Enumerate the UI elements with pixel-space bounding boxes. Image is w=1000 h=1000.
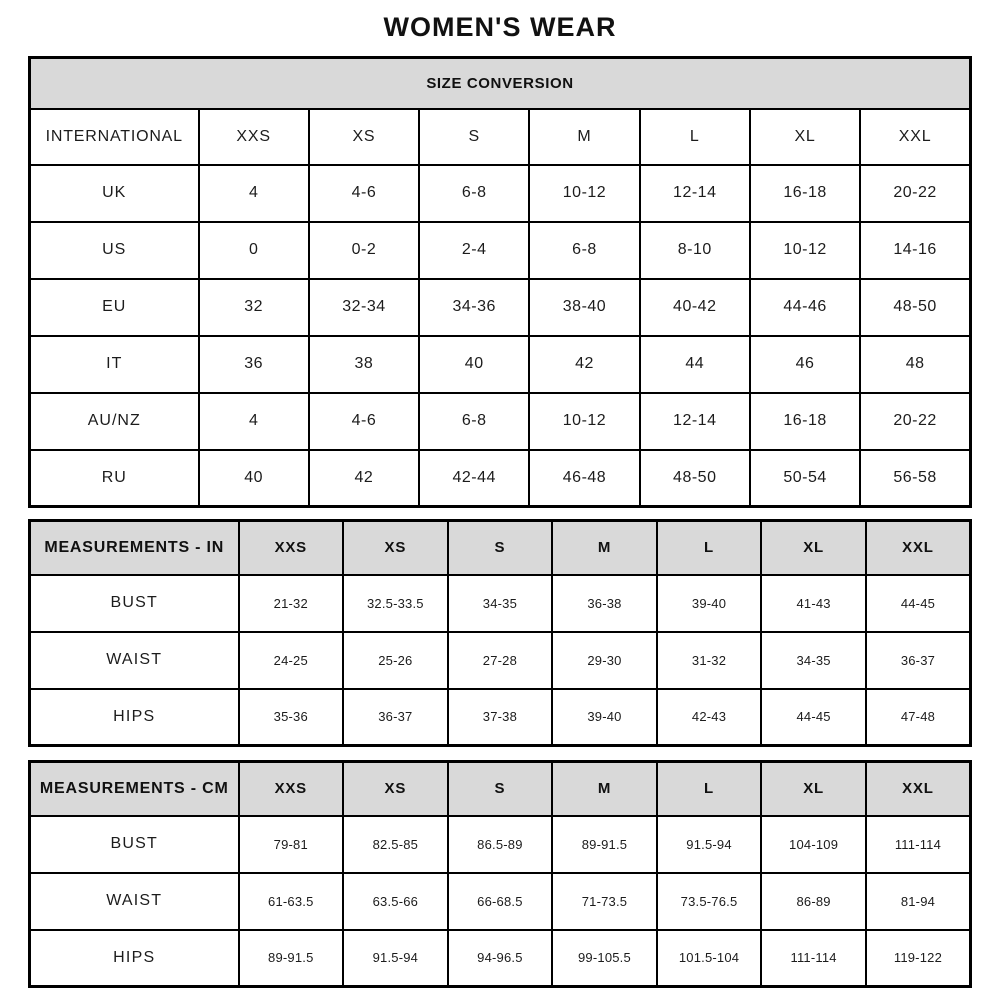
value-cell: 38-40 [529, 279, 639, 336]
row-label: EU [30, 279, 199, 336]
value-cell: 25-26 [343, 632, 448, 689]
row-label: US [30, 222, 199, 279]
value-cell: 12-14 [640, 165, 750, 222]
value-cell: 44-46 [750, 279, 860, 336]
value-cell: 10-12 [529, 393, 639, 450]
value-cell: 20-22 [860, 165, 970, 222]
value-cell: 86-89 [761, 873, 866, 930]
row-label: HIPS [30, 930, 239, 987]
value-cell: 40-42 [640, 279, 750, 336]
size-conversion-banner: SIZE CONVERSION [30, 58, 971, 109]
value-cell: 38 [309, 336, 419, 393]
row-label: AU/NZ [30, 393, 199, 450]
value-cell: 32 [199, 279, 309, 336]
table-row [30, 632, 971, 689]
size-column-header: INTERNATIONAL [30, 109, 199, 165]
value-cell: 101.5-104 [657, 930, 762, 987]
size-conversion-header-row [30, 109, 971, 165]
value-cell: 119-122 [866, 930, 971, 987]
value-cell: 34-35 [448, 575, 553, 632]
value-cell: 56-58 [860, 450, 970, 507]
size-column-header: XXL [866, 762, 971, 816]
row-label: UK [30, 165, 199, 222]
value-cell: 39-40 [552, 689, 657, 746]
value-cell: 16-18 [750, 393, 860, 450]
size-column-header: XXS [239, 521, 344, 575]
table-row [30, 222, 971, 279]
value-cell: 2-4 [419, 222, 529, 279]
value-cell: 8-10 [640, 222, 750, 279]
value-cell: 24-25 [239, 632, 344, 689]
measurements-in-table [28, 519, 972, 747]
value-cell: 6-8 [419, 393, 529, 450]
value-cell: 0-2 [309, 222, 419, 279]
value-cell: 44-45 [866, 575, 971, 632]
value-cell: 14-16 [860, 222, 970, 279]
table-row [30, 816, 971, 873]
value-cell: 89-91.5 [239, 930, 344, 987]
value-cell: 10-12 [529, 165, 639, 222]
value-cell: 40 [199, 450, 309, 507]
value-cell: 36-38 [552, 575, 657, 632]
value-cell: 4 [199, 165, 309, 222]
size-column-header: L [657, 762, 762, 816]
value-cell: 39-40 [657, 575, 762, 632]
table-row [30, 450, 971, 507]
size-column-header: XXS [239, 762, 344, 816]
value-cell: 91.5-94 [343, 930, 448, 987]
table-row [30, 279, 971, 336]
value-cell: 35-36 [239, 689, 344, 746]
row-label: WAIST [30, 873, 239, 930]
table-row [30, 575, 971, 632]
table-row [30, 393, 971, 450]
value-cell: 50-54 [750, 450, 860, 507]
value-cell: 42-43 [657, 689, 762, 746]
row-label: BUST [30, 575, 239, 632]
size-column-header: XS [343, 762, 448, 816]
value-cell: 36-37 [866, 632, 971, 689]
value-cell: 16-18 [750, 165, 860, 222]
size-column-header: L [640, 109, 750, 165]
size-column-header: L [657, 521, 762, 575]
table-gap [28, 747, 972, 760]
size-column-header: XXS [199, 109, 309, 165]
size-column-header: S [419, 109, 529, 165]
value-cell: 32.5-33.5 [343, 575, 448, 632]
measurements-in-title: MEASUREMENTS - IN [30, 521, 239, 575]
value-cell: 0 [199, 222, 309, 279]
table-row [30, 689, 971, 746]
value-cell: 42-44 [419, 450, 529, 507]
value-cell: 36 [199, 336, 309, 393]
value-cell: 6-8 [419, 165, 529, 222]
size-conversion-table [28, 56, 972, 508]
value-cell: 4-6 [309, 393, 419, 450]
table-row [30, 930, 971, 987]
value-cell: 99-105.5 [552, 930, 657, 987]
value-cell: 81-94 [866, 873, 971, 930]
value-cell: 46 [750, 336, 860, 393]
measurements-cm-body [30, 816, 971, 987]
measurements-in-header-row [30, 521, 971, 575]
value-cell: 4-6 [309, 165, 419, 222]
measurements-cm-table [28, 760, 972, 988]
size-column-header: M [529, 109, 639, 165]
size-column-header: XL [761, 521, 866, 575]
row-label: RU [30, 450, 199, 507]
value-cell: 89-91.5 [552, 816, 657, 873]
row-label: BUST [30, 816, 239, 873]
size-column-header: XS [309, 109, 419, 165]
value-cell: 71-73.5 [552, 873, 657, 930]
value-cell: 79-81 [239, 816, 344, 873]
size-column-header: S [448, 762, 553, 816]
value-cell: 42 [529, 336, 639, 393]
table-row [30, 165, 971, 222]
value-cell: 34-35 [761, 632, 866, 689]
row-label: HIPS [30, 689, 239, 746]
value-cell: 40 [419, 336, 529, 393]
size-conversion-body [30, 165, 971, 507]
table-row [30, 873, 971, 930]
value-cell: 66-68.5 [448, 873, 553, 930]
measurements-cm-header-row [30, 762, 971, 816]
value-cell: 63.5-66 [343, 873, 448, 930]
value-cell: 6-8 [529, 222, 639, 279]
value-cell: 20-22 [860, 393, 970, 450]
value-cell: 48-50 [860, 279, 970, 336]
table-gap [28, 508, 972, 519]
value-cell: 29-30 [552, 632, 657, 689]
page-title: WOMEN'S WEAR [383, 12, 617, 42]
value-cell: 36-37 [343, 689, 448, 746]
value-cell: 47-48 [866, 689, 971, 746]
value-cell: 94-96.5 [448, 930, 553, 987]
value-cell: 27-28 [448, 632, 553, 689]
value-cell: 4 [199, 393, 309, 450]
value-cell: 104-109 [761, 816, 866, 873]
measurements-in-body [30, 575, 971, 746]
value-cell: 48 [860, 336, 970, 393]
value-cell: 41-43 [761, 575, 866, 632]
value-cell: 111-114 [866, 816, 971, 873]
value-cell: 10-12 [750, 222, 860, 279]
size-column-header: M [552, 762, 657, 816]
value-cell: 61-63.5 [239, 873, 344, 930]
value-cell: 86.5-89 [448, 816, 553, 873]
table-row [30, 336, 971, 393]
value-cell: 73.5-76.5 [657, 873, 762, 930]
value-cell: 82.5-85 [343, 816, 448, 873]
size-column-header: XL [750, 109, 860, 165]
value-cell: 31-32 [657, 632, 762, 689]
value-cell: 37-38 [448, 689, 553, 746]
value-cell: 111-114 [761, 930, 866, 987]
value-cell: 44-45 [761, 689, 866, 746]
size-conversion-banner-row [30, 58, 971, 109]
value-cell: 34-36 [419, 279, 529, 336]
value-cell: 21-32 [239, 575, 344, 632]
measurements-cm-title: MEASUREMENTS - CM [30, 762, 239, 816]
value-cell: 48-50 [640, 450, 750, 507]
value-cell: 12-14 [640, 393, 750, 450]
value-cell: 44 [640, 336, 750, 393]
value-cell: 42 [309, 450, 419, 507]
row-label: WAIST [30, 632, 239, 689]
value-cell: 46-48 [529, 450, 639, 507]
size-column-header: XXL [860, 109, 970, 165]
size-column-header: XXL [866, 521, 971, 575]
row-label: IT [30, 336, 199, 393]
size-column-header: M [552, 521, 657, 575]
value-cell: 32-34 [309, 279, 419, 336]
size-column-header: XL [761, 762, 866, 816]
size-column-header: S [448, 521, 553, 575]
value-cell: 91.5-94 [657, 816, 762, 873]
size-column-header: XS [343, 521, 448, 575]
